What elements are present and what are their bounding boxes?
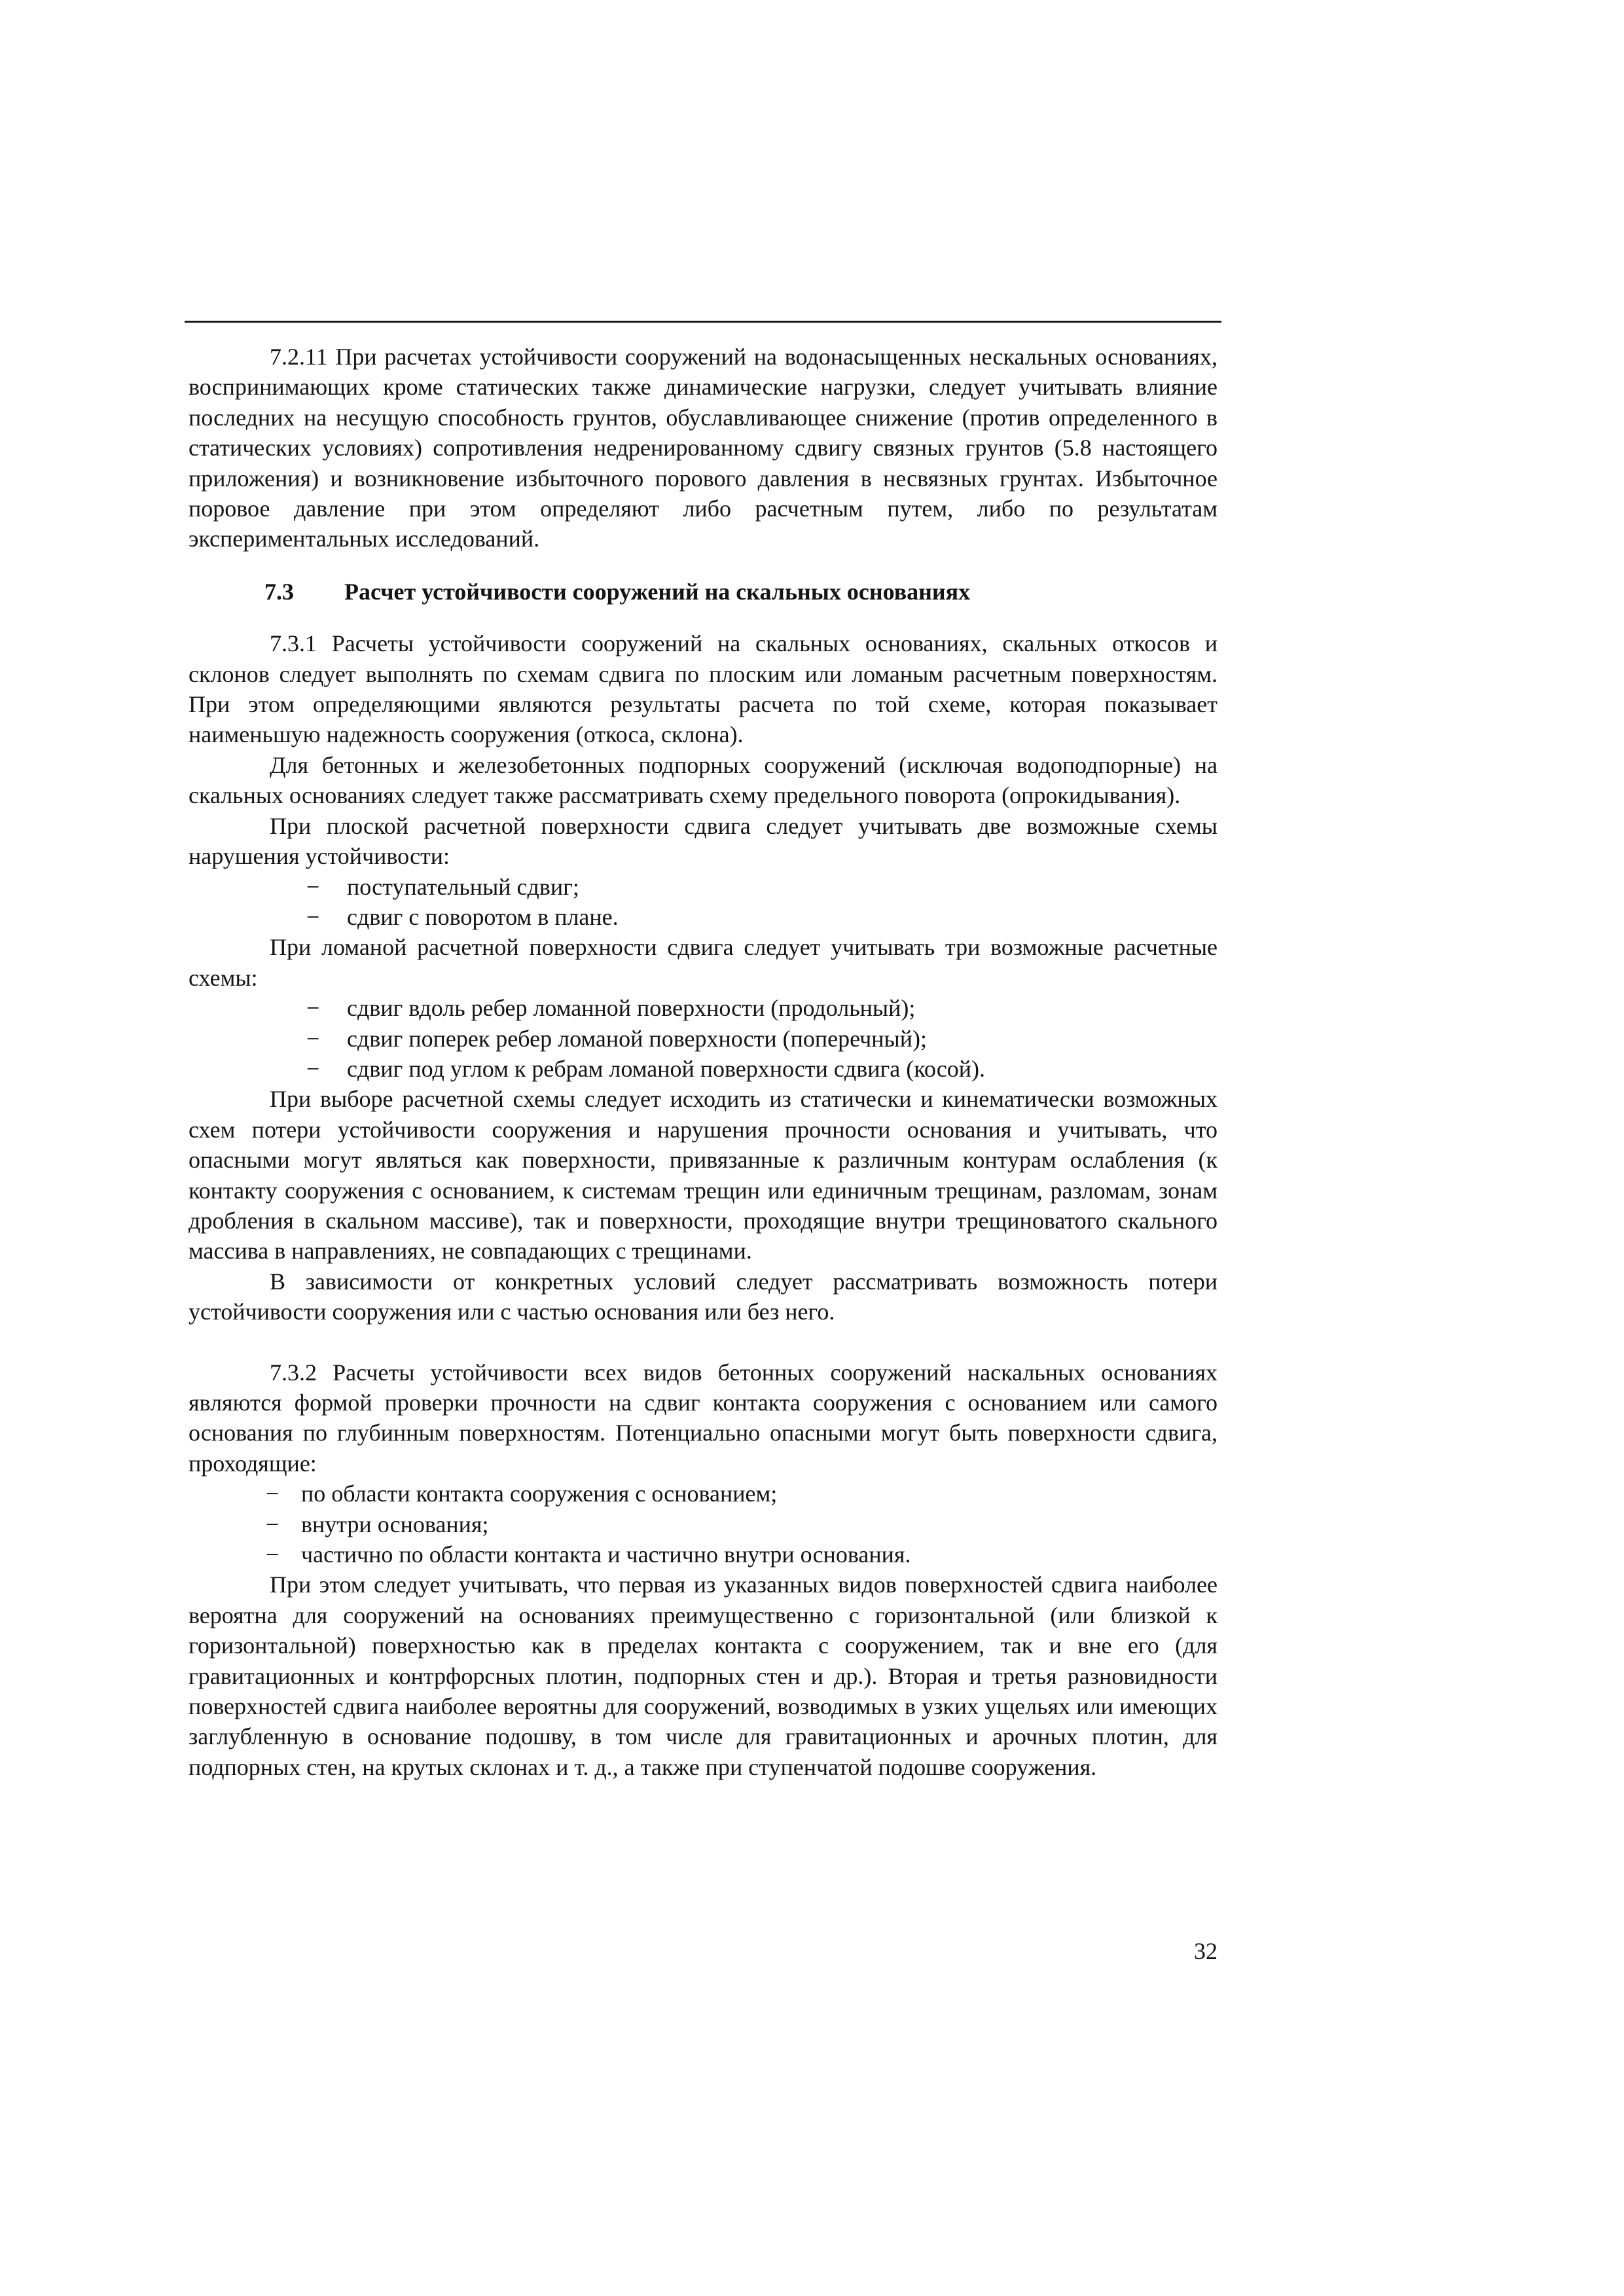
paragraph-gap [189, 1327, 1218, 1357]
list-item: − поступательный сдвиг; [189, 872, 1218, 902]
list-item: − частично по области контакта и частично внутри основания. [189, 1539, 1218, 1570]
paragraph-scheme-choice: При выборе расчетной схемы следует исходить из статически и кинематически возможных схем потери устойчивости сооружения и нарушения прочности основания и учитывать, что опасными могут являться как поверхности, привязанные к различным контурам ослабления (к контакту сооружения с основанием, к системам трещин или единичным трещинам, разломам, зонам дробления в скальном массиве), так и поверхности, проходящие внутри трещиноватого скального массива в направлениях, не совпадающих с трещинами. [189, 1086, 1218, 1265]
dash-marker: − [306, 1055, 320, 1082]
paragraph-7-3-2: 7.3.2 Расчеты устойчивости всех видов бетонных сооружений наскальных основаниях являются формой проверки прочности на сдвиг контакта сооружения с основанием или самого основания по глубинным поверхностям. Потенциально опасными могут быть поверхности сдвига, проходящие: [189, 1359, 1218, 1477]
paragraph-concrete-structures: Для бетонных и железобетонных подпорных сооружений (исключая водоподпорные) на скальных основаниях следует также рассматривать схему предельного поворота (опрокидывания). [189, 751, 1218, 809]
document-body [189, 342, 1218, 1782]
header-rule [185, 321, 1221, 323]
list-item: − по области контакта сооружения с основанием; [189, 1479, 1218, 1509]
list-item: − сдвиг поперек ребер ломаной поверхности (поперечный); [189, 1024, 1218, 1054]
dash-marker: − [306, 873, 320, 900]
list-item: − сдвиг вдоль ребер ломанной поверхности (продольный); [189, 993, 1218, 1023]
section-title: Расчет устойчивости сооружений на скальных основаниях [344, 578, 971, 605]
dash-marker: − [266, 1511, 280, 1537]
dash-marker: − [306, 1025, 320, 1052]
page-number: 32 [1194, 1938, 1218, 1964]
paragraph-7-3-1: 7.3.1 Расчеты устойчивости сооружений на скальных основаниях, скальных откосов и склонов следует выполнять по схемам сдвига по плоским или ломаным расчетным поверхностям. При этом определяющими являются результаты расчета по той схеме, которая показывает наименьшую надежность сооружения (откоса, склона). [189, 630, 1218, 748]
section-number: 7.3 [264, 578, 294, 605]
paragraph-final: При этом следует учитывать, что первая из указанных видов поверхностей сдвига наиболее вероятна для сооружений на основаниях преимущественно с горизонтальной (или близкой к горизонтальной) поверхностью как в пределах контакта с сооружением, так и вне его (для гравитационных и контрфорсных плотин, подпорных стен и др.). Вторая и третья разновидности поверхностей сдвига наиболее вероятны для сооружений, возводимых в узких ущельях или имеющих заглубленную в основание подошву, в том числе для гравитационных и арочных плотин, для подпорных стен, на крутых склонах и т. д., а также при ступенчатой подошве сооружения. [189, 1571, 1218, 1780]
dash-marker: − [306, 995, 320, 1022]
dash-marker: − [266, 1480, 280, 1507]
list-item: − внутри основания; [189, 1509, 1218, 1539]
dash-marker: − [266, 1541, 280, 1568]
paragraph-7-2-11: 7.2.11 При расчетах устойчивости сооружений на водонасыщенных нескальных основаниях, воспринимающих кроме статических также динамические нагрузки, следует учитывать влияние последних на несущую способность грунтов, обуславливающее снижение (против определенного в статических условиях) сопротивления недренированному сдвигу связных грунтов (5.8 настоящего приложения) и возникновение избыточного порового давления в несвязных грунтах. Избыточное поровое давление при этом определяют либо расчетным путем, либо по результатам экспериментальных исследований. [189, 344, 1218, 552]
list-item: − сдвиг под углом к ребрам ломаной поверхности сдвига (косой). [189, 1054, 1218, 1084]
dash-marker: − [306, 903, 320, 930]
section-heading-7-3 [189, 577, 1218, 607]
paragraph-conditions: В зависимости от конкретных условий следует рассматривать возможность потери устойчивости сооружения или с частью основания или без него. [189, 1268, 1218, 1325]
list-item: − сдвиг с поворотом в плане. [189, 902, 1218, 932]
paragraph-broken-surface: При ломаной расчетной поверхности сдвига следует учитывать три возможные расчетные схемы: [189, 934, 1218, 991]
paragraph-flat-surface: При плоской расчетной поверхности сдвига следует учитывать две возможные схемы нарушения устойчивости: [189, 812, 1218, 870]
